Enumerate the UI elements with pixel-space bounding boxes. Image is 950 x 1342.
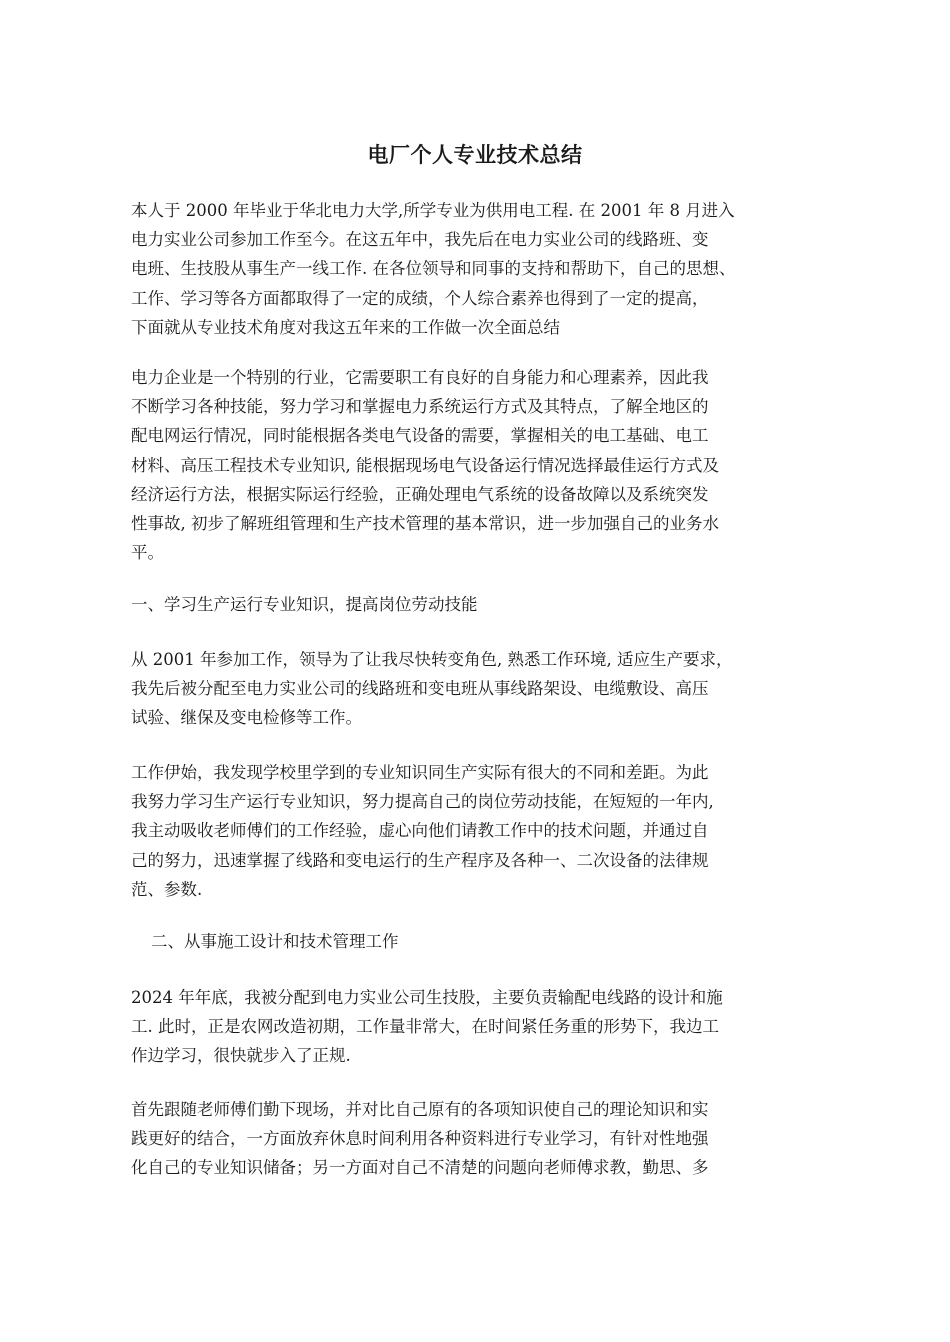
- text-line: 工作伊始，我发现学校里学到的专业知识同生产实际有很大的不同和差距。为此: [131, 763, 709, 782]
- paragraph-intro: [131, 196, 736, 342]
- text-line: 作边学习，很快就步入了正规.: [131, 1046, 351, 1066]
- section-heading-text: 二、从事施工设计和技术管理工作: [151, 932, 399, 951]
- text-line: 化自己的专业知识储备；另一方面对自己不清楚的问题向老师傅求教，勤思、多: [131, 1158, 709, 1178]
- text-line: 工. 此时，正是农网改造初期，工作量非常大，在时间紧任务重的形势下，我边工: [131, 1017, 719, 1037]
- text-line: 工作、学习等各方面都取得了一定的成绩，个人综合素养也得到了一定的提高，: [131, 288, 709, 308]
- paragraph-start-work: [131, 645, 732, 733]
- paragraph-design-work: [131, 983, 723, 1071]
- text-line: 不断学习各种技能，努力学习和掌握电力系统运行方式及其特点，了解全地区的: [131, 397, 709, 417]
- text-line: 配电网运行情况，同时能根据各类电气设备的需要，掌握相关的电工基础、电工: [131, 426, 709, 446]
- text-line: 我努力学习生产运行专业知识，努力提高自己的岗位劳动技能，在短短的一年内,: [131, 792, 714, 812]
- text-line: 2024 年年底，我被分配到电力实业公司生技股，主要负责输配电线路的设计和施: [131, 988, 723, 1007]
- paragraph-industry: [131, 363, 719, 567]
- text-line: 性事故, 初步了解班组管理和生产技术管理的基本常识，进一步加强自己的业务水: [131, 514, 719, 534]
- document-title: 电厂个人专业技术总结: [367, 143, 583, 167]
- text-line: 电力实业公司参加工作至今。在这五年中，我先后在电力实业公司的线路班、变: [131, 230, 709, 250]
- section-heading-text: 一、学习生产运行专业知识，提高岗位劳动技能: [131, 595, 478, 614]
- text-line: 电力企业是一个特别的行业，它需要职工有良好的自身能力和心理素养，因此我: [131, 368, 709, 387]
- text-line: 电班、生技股从事生产一线工作. 在各位领导和同事的支持和帮助下，自己的思想、: [131, 259, 736, 279]
- text-line: 试验、继保及变电检修等工作。: [131, 708, 362, 728]
- text-line: 我先后被分配至电力实业公司的线路班和变电班从事线路架设、电缆敷设、高压: [131, 679, 709, 699]
- text-line: 范、参数.: [131, 879, 203, 899]
- text-line: 本人于 2000 年毕业于华北电力大学,所学专业为供用电工程. 在 2001 年 8 月进入: [131, 201, 735, 220]
- section-heading-1: [131, 590, 478, 619]
- section-heading-2: [131, 927, 399, 956]
- text-line: 从 2001 年参加工作，领导为了让我尽快转变角色, 熟悉工作环境, 适应生产要求，: [131, 650, 733, 669]
- text-line: 材料、高压工程技术专业知识, 能根据现场电气设备运行情况选择最佳运行方式及: [131, 455, 719, 475]
- text-line: 己的努力，迅速掌握了线路和变电运行的生产程序及各种一、二次设备的法律规: [131, 850, 709, 870]
- text-line: 下面就从专业技术角度对我这五年来的工作做一次全面总结: [131, 317, 560, 337]
- paragraph-learning: [131, 758, 714, 904]
- paragraph-field-study: [131, 1095, 709, 1183]
- text-line: 经济运行方法，根据实际运行经验，正确处理电气系统的设备故障以及系统突发: [131, 484, 709, 504]
- text-line: 首先跟随老师傅们勤下现场，并对比自己原有的各项知识使自己的理论知识和实: [131, 1100, 709, 1119]
- text-line: 践更好的结合，一方面放弃休息时间利用各种资料进行专业学习，有针对性地强: [131, 1129, 709, 1149]
- text-line: 我主动吸收老师傅们的工作经验，虚心向他们请教工作中的技术问题，并通过自: [131, 821, 709, 841]
- text-line: 平。: [131, 543, 164, 563]
